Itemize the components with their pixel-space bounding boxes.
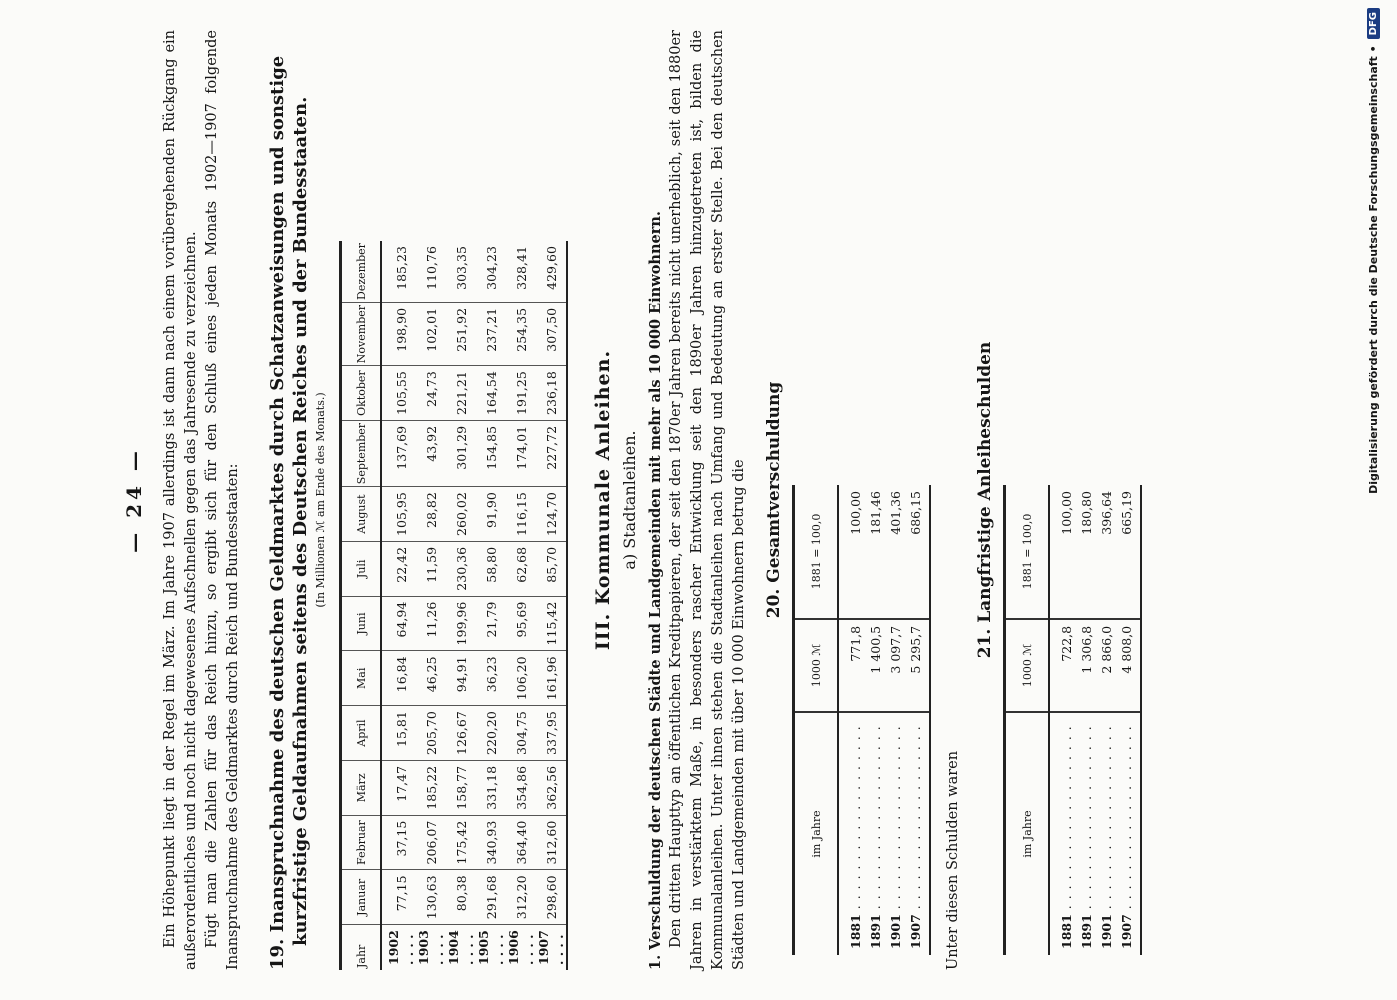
table-21-header-row bbox=[1005, 485, 1050, 955]
table-cell: 251,92 bbox=[446, 302, 476, 365]
col-header: 1881 = 100,0 bbox=[794, 485, 839, 619]
table-cell: 58,80 bbox=[476, 541, 506, 596]
table-21 bbox=[1003, 485, 1142, 955]
col-header: August bbox=[341, 487, 382, 542]
col-header: April bbox=[341, 706, 382, 761]
table-cell: 298,60 bbox=[536, 870, 567, 925]
table-cell: 340,93 bbox=[476, 815, 506, 870]
table-cell: 11,59 bbox=[416, 541, 446, 596]
year-label: 1881 bbox=[847, 914, 863, 949]
col-header: im Jahre bbox=[1005, 712, 1050, 955]
table-cell: 95,69 bbox=[506, 596, 536, 651]
table-cell: 191,25 bbox=[506, 366, 536, 421]
table-cell: 354,86 bbox=[506, 760, 536, 815]
part-3-title: III. Kommunale Anleihen. bbox=[592, 349, 614, 651]
table-cell: 1907 . . . . . . . . . . . . . . . . . . . bbox=[1116, 712, 1141, 955]
table-cell: 16,84 bbox=[381, 651, 416, 706]
table-row bbox=[536, 241, 567, 970]
dfg-credit bbox=[1356, 0, 1390, 1000]
col-header: Januar bbox=[341, 870, 382, 925]
table-cell: 1904 . . . . bbox=[446, 930, 476, 965]
year-label: 1891 bbox=[1078, 914, 1094, 949]
credit-text: Digitalisierung gefördert durch die Deutsche Forschungsgemeinschaft • bbox=[1366, 45, 1380, 494]
table-cell: 46,25 bbox=[416, 651, 446, 706]
col-header: Juli bbox=[341, 541, 382, 596]
table-cell: 301,29 bbox=[446, 420, 476, 486]
table-cell: 24,73 bbox=[416, 366, 446, 421]
table-cell: 304,75 bbox=[506, 706, 536, 761]
table-cell: 62,68 bbox=[506, 541, 536, 596]
table-cell: 1901 . . . . . . . . . . . . . . . . . . . bbox=[1098, 725, 1114, 949]
table-cell: 1881 . . . . . . . . . . . . . . . . . . . bbox=[1058, 725, 1074, 949]
col-header: Mai bbox=[341, 651, 382, 706]
col-header: 1881 = 100,0 bbox=[1005, 485, 1050, 619]
table-cell: 91,90 bbox=[476, 487, 506, 542]
table-cell: 686,15 bbox=[905, 485, 930, 619]
table-cell: 130,63 bbox=[416, 870, 446, 925]
table-cell: 15,81 bbox=[381, 706, 416, 761]
page-content bbox=[100, 30, 1142, 970]
table-cell: 1905 . . . . bbox=[476, 930, 506, 965]
table-cell: 116,15 bbox=[506, 487, 536, 542]
table-cell: 175,42 bbox=[446, 815, 476, 870]
table-cell: 21,79 bbox=[476, 596, 506, 651]
table-row bbox=[905, 485, 930, 955]
table-cell: 5 295,7 bbox=[905, 619, 930, 712]
table-cell: 4 808,0 bbox=[1116, 619, 1141, 712]
page-number: — 24 — bbox=[122, 447, 146, 553]
table-21-title: 21. Langfristige Anleiheschulden bbox=[975, 341, 995, 659]
table-cell: 110,76 bbox=[416, 241, 446, 302]
table-cell: 1891 . . . . . . . . . . . . . . . . . . . bbox=[867, 725, 883, 949]
table-cell: 221,21 bbox=[446, 366, 476, 421]
table-row bbox=[476, 241, 506, 970]
table-cell: 164,54 bbox=[476, 366, 506, 421]
table-cell: 105,55 bbox=[381, 366, 416, 421]
table-row bbox=[865, 485, 885, 955]
table-cell: 3 097,7 bbox=[885, 619, 905, 712]
table-cell: 36,23 bbox=[476, 651, 506, 706]
table-cell: 396,64 bbox=[1096, 485, 1116, 619]
table-cell: 304,23 bbox=[476, 241, 506, 302]
table-cell: 161,96 bbox=[536, 651, 567, 706]
table-row bbox=[416, 241, 446, 970]
table-row bbox=[1076, 485, 1096, 955]
table-19 bbox=[339, 241, 568, 970]
col-header: im Jahre bbox=[794, 712, 839, 955]
table-cell: 77,15 bbox=[381, 870, 416, 925]
table-cell: 198,90 bbox=[381, 302, 416, 365]
table-cell: 665,19 bbox=[1116, 485, 1141, 619]
table-row bbox=[838, 485, 865, 955]
table-cell: 328,41 bbox=[506, 241, 536, 302]
table-cell: 102,01 bbox=[416, 302, 446, 365]
table-cell: 1901 . . . . . . . . . . . . . . . . . . . bbox=[887, 725, 903, 949]
table-cell: 1881 . . . . . . . . . . . . . . . . . . . bbox=[847, 725, 863, 949]
table-cell: 722,8 bbox=[1049, 619, 1076, 712]
table-cell: 106,20 bbox=[506, 651, 536, 706]
table-row bbox=[1116, 485, 1141, 955]
year-label: 1907 bbox=[907, 914, 923, 949]
table-cell: 154,85 bbox=[476, 420, 506, 486]
table-cell: 312,60 bbox=[536, 815, 567, 870]
table-cell: 312,20 bbox=[506, 870, 536, 925]
table-cell: 236,18 bbox=[536, 366, 567, 421]
table-row bbox=[446, 241, 476, 970]
table-cell: 1903 . . . . bbox=[416, 930, 446, 965]
year-label: 1901 bbox=[887, 914, 903, 949]
table-cell: 1902 . . . . bbox=[386, 930, 416, 965]
table-cell: 771,8 bbox=[838, 619, 865, 712]
table-cell: 230,36 bbox=[446, 541, 476, 596]
table-cell: 206,07 bbox=[416, 815, 446, 870]
table-cell: 94,91 bbox=[446, 651, 476, 706]
col-header: November bbox=[341, 302, 382, 365]
table-cell: 429,60 bbox=[536, 241, 567, 302]
col-header: Oktober bbox=[341, 366, 382, 421]
part-3-subtitle: a) Stadtanleihen. bbox=[620, 430, 639, 570]
table-cell: 100,00 bbox=[1049, 485, 1076, 619]
table-cell: 126,67 bbox=[446, 706, 476, 761]
table-cell: 115,42 bbox=[536, 596, 567, 651]
table-cell: 37,15 bbox=[381, 815, 416, 870]
table-row bbox=[506, 241, 536, 970]
table-cell: 254,35 bbox=[506, 302, 536, 365]
dfg-logo-icon: DFG bbox=[1367, 8, 1380, 39]
table-cell: 100,00 bbox=[838, 485, 865, 619]
table-cell: 337,95 bbox=[536, 706, 567, 761]
intro-paragraph-1: Ein Höhepunkt liegt in der Regel im März. Im Jahre 1907 allerdings ist dann nach einem vorübergehenden Rückgang ein außerordentliches und noch nicht dagewesenes Aufschnellen gegen das Jahresende zu verzeichnen. bbox=[162, 30, 199, 970]
table-cell: 22,42 bbox=[381, 541, 416, 596]
year-label: 1901 bbox=[1098, 914, 1114, 949]
table-cell: 64,94 bbox=[381, 596, 416, 651]
table-cell: 1906 . . . . bbox=[506, 930, 536, 965]
item-1-paragraph: Den dritten Haupttyp an öffentlichen Kreditpapieren, der seit den 1870er Jahren bereits nicht unerheblich, seit den 1880er Jahren in verstärktem Maße, in besonders rascher Entwicklung seit den 1890er Jahren hinzugetreten ist, bilden die Kommunalanleihen. Unter ihnen stehen die Stadtanleihen nach Umfang und Bedeutung an erster Stelle. Bei den deutschen Städten und Landgemeinden mit über 10 000 Einwohnern betrug die bbox=[668, 30, 747, 970]
table-cell: 43,92 bbox=[416, 420, 446, 486]
year-label: 1891 bbox=[867, 914, 883, 949]
table-cell: 362,56 bbox=[536, 760, 567, 815]
table-cell: 220,20 bbox=[476, 706, 506, 761]
table-cell: 1907 . . . . . . . . . . . . . . . . . . . bbox=[905, 712, 930, 955]
table-cell: 401,36 bbox=[885, 485, 905, 619]
table-cell: 180,80 bbox=[1076, 485, 1096, 619]
col-header: September bbox=[341, 420, 382, 486]
col-header: Juni bbox=[341, 596, 382, 651]
table-20-header-row bbox=[794, 485, 839, 955]
table-cell: 80,38 bbox=[446, 870, 476, 925]
table-cell: 85,70 bbox=[536, 541, 567, 596]
table-cell: 158,77 bbox=[446, 760, 476, 815]
table-cell: 1 306,8 bbox=[1076, 619, 1096, 712]
table-cell: 205,70 bbox=[416, 706, 446, 761]
intro-paragraph-2: Fügt man die Zahlen für das Reich hinzu, so ergibt sich für den Schluß eines jeden Monats 1902—1907 folgende Inanspruchnahme des Geldmarktes durch Reich und Bundesstaaten: bbox=[204, 30, 241, 970]
table-19-header-row bbox=[341, 241, 382, 970]
section-19-subtitle: (In Millionen ℳ am Ende des Monats.) bbox=[314, 392, 327, 608]
table-cell: 364,40 bbox=[506, 815, 536, 870]
col-header: 1000 ℳ bbox=[1005, 619, 1050, 712]
table-20-title: 20. Gesamtverschuldung bbox=[764, 381, 784, 619]
table-cell: 105,95 bbox=[381, 487, 416, 542]
year-label: 1907 bbox=[1118, 914, 1134, 949]
table-cell: 137,69 bbox=[381, 420, 416, 486]
table-cell: 28,82 bbox=[416, 487, 446, 542]
table-cell: 331,18 bbox=[476, 760, 506, 815]
table-row bbox=[1096, 485, 1116, 955]
table-cell: 227,72 bbox=[536, 420, 567, 486]
table-cell: 260,02 bbox=[446, 487, 476, 542]
col-header: März bbox=[341, 760, 382, 815]
table-cell: 174,01 bbox=[506, 420, 536, 486]
table-cell: 181,46 bbox=[865, 485, 885, 619]
table-cell: 291,68 bbox=[476, 870, 506, 925]
table-row bbox=[381, 241, 416, 970]
table-cell: 1 400,5 bbox=[865, 619, 885, 712]
table-row bbox=[885, 485, 905, 955]
table-cell: 124,70 bbox=[536, 487, 567, 542]
col-header: Jahr bbox=[341, 925, 382, 970]
table-cell: 11,26 bbox=[416, 596, 446, 651]
table-cell: 1907 . . . . bbox=[536, 925, 567, 970]
table-cell: 307,50 bbox=[536, 302, 567, 365]
between-text: Unter diesen Schulden waren bbox=[945, 750, 961, 970]
col-header: 1000 ℳ bbox=[794, 619, 839, 712]
table-cell: 199,96 bbox=[446, 596, 476, 651]
year-label: 1881 bbox=[1058, 914, 1074, 949]
table-cell: 303,35 bbox=[446, 241, 476, 302]
table-cell: 1891 . . . . . . . . . . . . . . . . . . . bbox=[1078, 725, 1094, 949]
table-cell: 237,21 bbox=[476, 302, 506, 365]
table-row bbox=[1049, 485, 1076, 955]
item-1-title: 1. Verschuldung der deutschen Städte und Landgemeinden mit mehr als 10 000 Einwohnern. bbox=[647, 211, 664, 970]
col-header: Februar bbox=[341, 815, 382, 870]
table-cell: 185,22 bbox=[416, 760, 446, 815]
col-header: Dezember bbox=[341, 241, 382, 302]
section-19-title: 19. Inanspruchnahme des deutschen Geldmarktes durch Schatzanweisungen und sonstige kurzfristige Geldaufnahmen seitens des Deutschen Reiches und der Bundesstaaten. bbox=[267, 55, 311, 970]
table-cell: 17,47 bbox=[381, 760, 416, 815]
table-20 bbox=[792, 485, 931, 955]
table-cell: 2 866,0 bbox=[1096, 619, 1116, 712]
table-cell: 185,23 bbox=[381, 241, 416, 302]
